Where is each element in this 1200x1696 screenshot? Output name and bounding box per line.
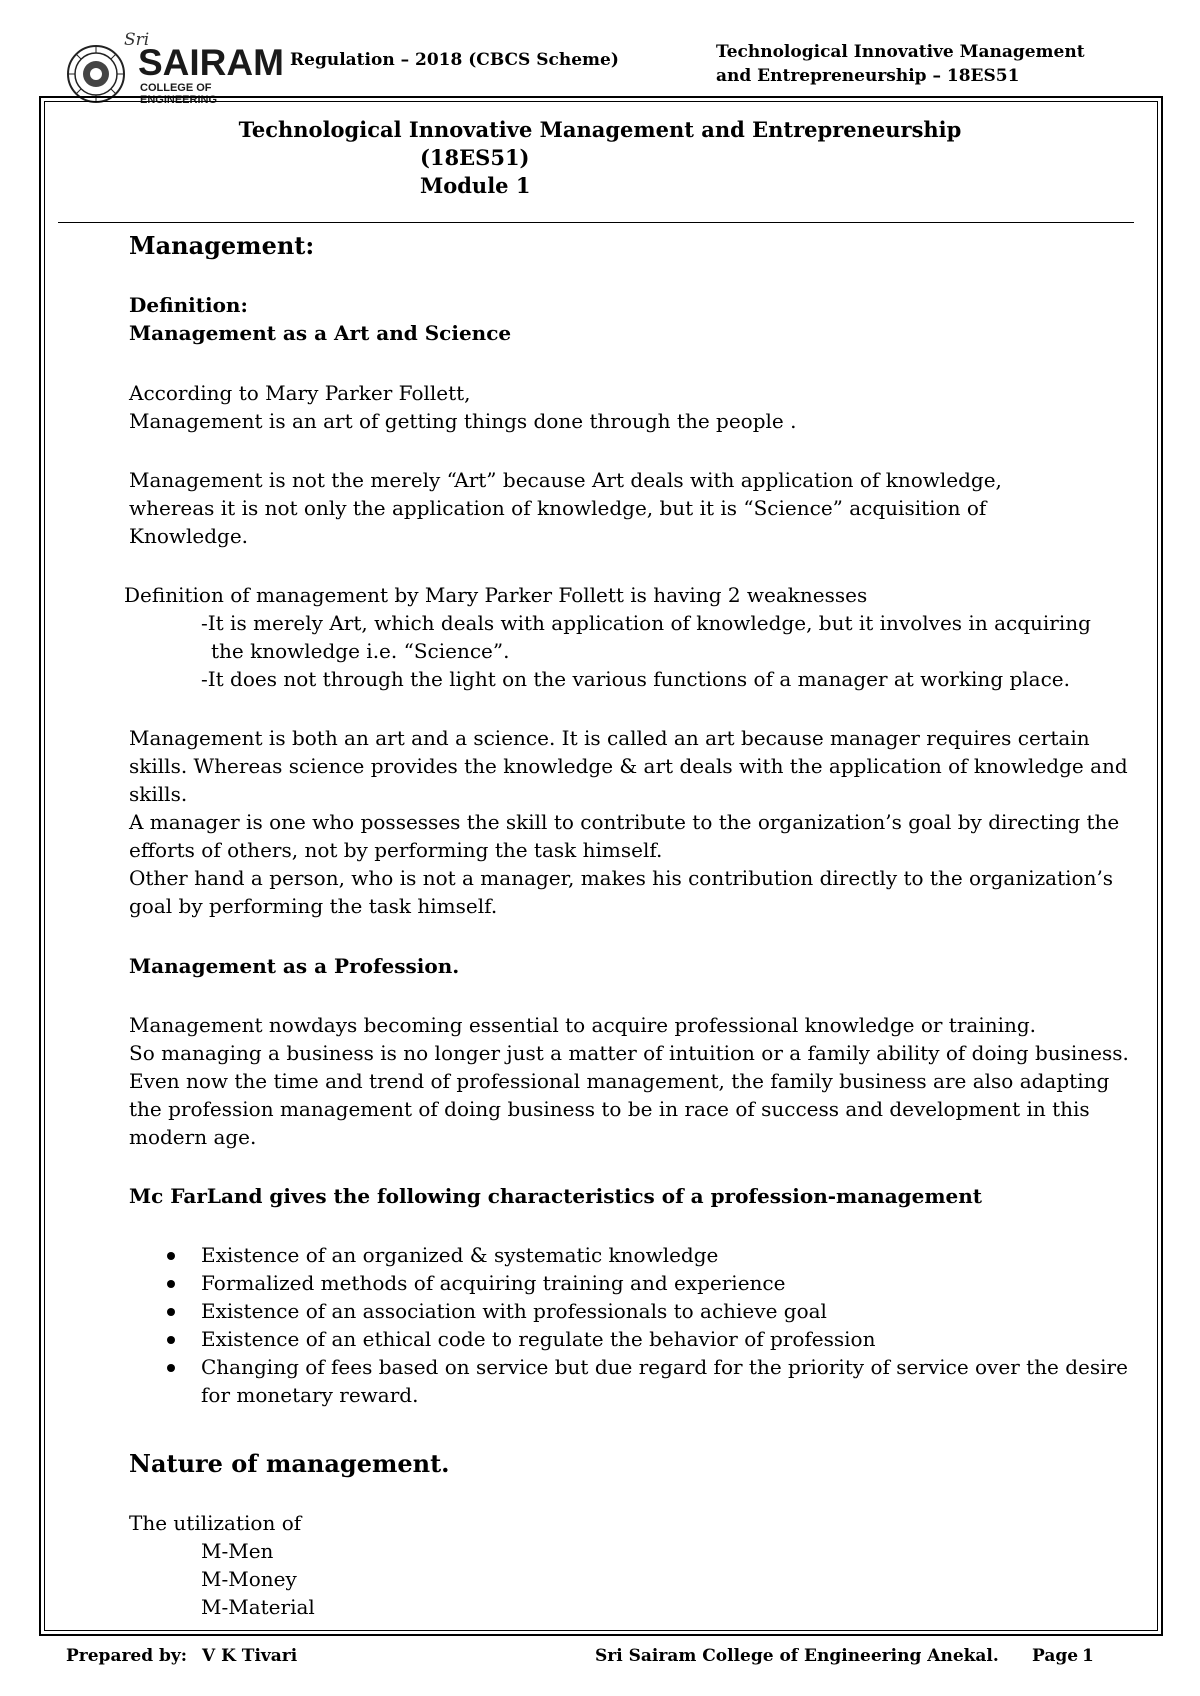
weakness-item: -It does not through the light on the various functions of a manager at working place. <box>201 667 1070 691</box>
paragraph-line: the profession management of doing business to be in race of success and development in this <box>129 1097 1090 1121</box>
page-label: Page <box>1032 1646 1079 1666</box>
college-logo <box>66 28 284 106</box>
college-seal-icon <box>66 44 126 104</box>
weakness-item-cont: the knowledge i.e. “Science”. <box>211 639 510 663</box>
bullet-icon <box>167 1336 175 1344</box>
paragraph-line: A manager is one who possesses the skill to contribute to the organization’s goal by directing the <box>129 810 1120 834</box>
bullet-icon <box>167 1364 175 1372</box>
logo-subtitle-text: COLLEGE OF ENGINEERING <box>140 82 218 106</box>
paragraph-line: So managing a business is no longer just a matter of intuition or a family ability of doing business. <box>129 1041 1129 1065</box>
follett-definition: Management is an art of getting things done through the people . <box>129 409 797 433</box>
paragraph-line: goal by performing the task himself. <box>129 894 498 918</box>
paragraph-line: modern age. <box>129 1125 257 1149</box>
bullet-icon <box>167 1252 175 1260</box>
list-item-text: Existence of an ethical code to regulate the behavior of profession <box>201 1327 876 1351</box>
paragraph-line: efforts of others, not by performing the task himself. <box>129 838 663 862</box>
prepared-by-label: Prepared by: <box>66 1646 188 1666</box>
list-item-text: Existence of an organized & systematic knowledge <box>201 1243 719 1267</box>
resource-item: M-Material <box>201 1595 315 1619</box>
course-code: (18ES51) <box>420 145 530 170</box>
paragraph-line: skills. <box>129 782 188 806</box>
weakness-intro: Definition of management by Mary Parker Follett is having 2 weaknesses <box>124 583 868 607</box>
list-item-cont: for monetary reward. <box>201 1383 419 1407</box>
logo-name-text: SAIRAM <box>138 42 284 83</box>
profession-heading: Management as a Profession. <box>129 954 460 978</box>
paragraph-line: Management is not the merely “Art” because Art deals with application of knowledge, <box>129 468 1002 492</box>
bullet-icon <box>167 1280 175 1288</box>
paragraph-line: Management nowdays becoming essential to acquire professional knowledge or training. <box>129 1013 1037 1037</box>
mcfarland-heading: Mc FarLand gives the following characteristics of a profession-management <box>129 1184 983 1208</box>
art-science-heading: Management as a Art and Science <box>129 321 512 345</box>
course-header-line1: Technological Innovative Management <box>716 42 1085 62</box>
footer-college: Sri Sairam College of Engineering Anekal. <box>595 1646 999 1666</box>
page-number: 1 <box>1082 1646 1094 1666</box>
module-label: Module 1 <box>420 173 531 198</box>
utilization-intro: The utilization of <box>129 1511 302 1535</box>
course-header-line2: and Entrepreneurship – 18ES51 <box>716 66 1020 86</box>
paragraph-line: Knowledge. <box>129 524 249 548</box>
list-item-text: Formalized methods of acquiring training and experience <box>201 1271 786 1295</box>
logo-sri-text: Sri <box>124 30 150 50</box>
paragraph-line: skills. Whereas science provides the knowledge & art deals with the application of knowledge and <box>129 754 1128 778</box>
prepared-by-name: V K Tivari <box>202 1646 298 1666</box>
course-header <box>716 40 1085 88</box>
resource-item: M-Men <box>201 1539 274 1563</box>
nature-heading: Nature of management. <box>129 1449 450 1478</box>
definition-label: Definition: <box>129 293 248 317</box>
list-item-text: Changing of fees based on service but due regard for the priority of service over the desire <box>201 1355 1128 1379</box>
paragraph-line: Even now the time and trend of professional management, the family business are also adapting <box>129 1069 1110 1093</box>
regulation-text: Regulation – 2018 (CBCS Scheme) <box>290 50 619 70</box>
weakness-item: -It is merely Art, which deals with application of knowledge, but it involves in acquiring <box>201 611 1091 635</box>
paragraph-line: Other hand a person, who is not a manager, makes his contribution directly to the organization’s <box>129 866 1114 890</box>
bullet-icon <box>167 1308 175 1316</box>
management-heading: Management: <box>129 231 315 260</box>
list-item-text: Existence of an association with professionals to achieve goal <box>201 1299 827 1323</box>
paragraph-line: whereas it is not only the application of knowledge, but it is “Science” acquisition of <box>129 496 987 520</box>
paragraph-line: Management is both an art and a science. It is called an art because manager requires certain <box>129 726 1090 750</box>
resource-item: M-Money <box>201 1567 297 1591</box>
follett-intro: According to Mary Parker Follett, <box>129 381 471 405</box>
document-title: Technological Innovative Management and Entrepreneurship <box>238 117 962 142</box>
title-divider <box>58 222 1134 223</box>
